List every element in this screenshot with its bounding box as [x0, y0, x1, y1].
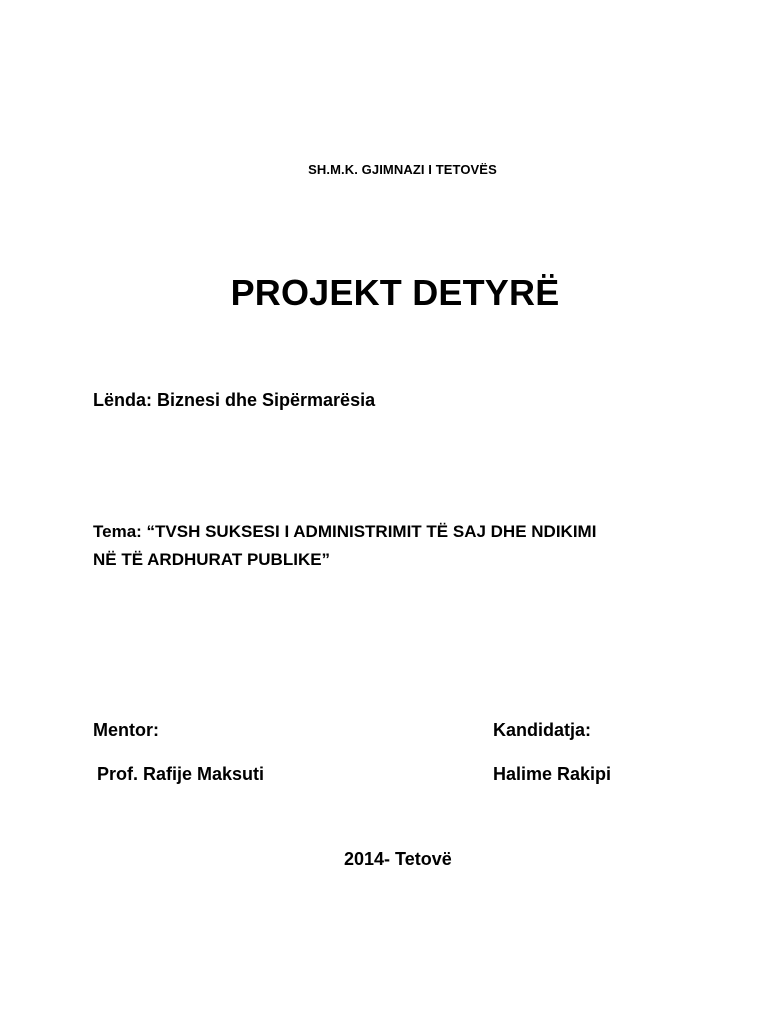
- candidate-label: Kandidatja:: [493, 720, 592, 740]
- mentor-name: Prof. Rafije Maksuti: [97, 764, 265, 784]
- topic-line-2: NË TË ARDHURAT PUBLIKE”: [93, 550, 331, 569]
- mentor-label: Mentor:: [93, 720, 159, 740]
- topic-block: [93, 518, 703, 574]
- topic-line-1: Tema: “TVSH SUKSESI I ADMINISTRIMIT TË SAJ DHE NDIKIMI: [93, 522, 597, 541]
- year-place: 2014- Tetovë: [344, 849, 452, 869]
- candidate-name: Halime Rakipi: [493, 764, 612, 784]
- document-title: PROJEKT DETYRË: [230, 272, 560, 313]
- school-name: SH.M.K. GJIMNAZI I TETOVËS: [308, 162, 497, 177]
- subject-line: Lënda: Biznesi dhe Sipërmarësia: [93, 390, 376, 410]
